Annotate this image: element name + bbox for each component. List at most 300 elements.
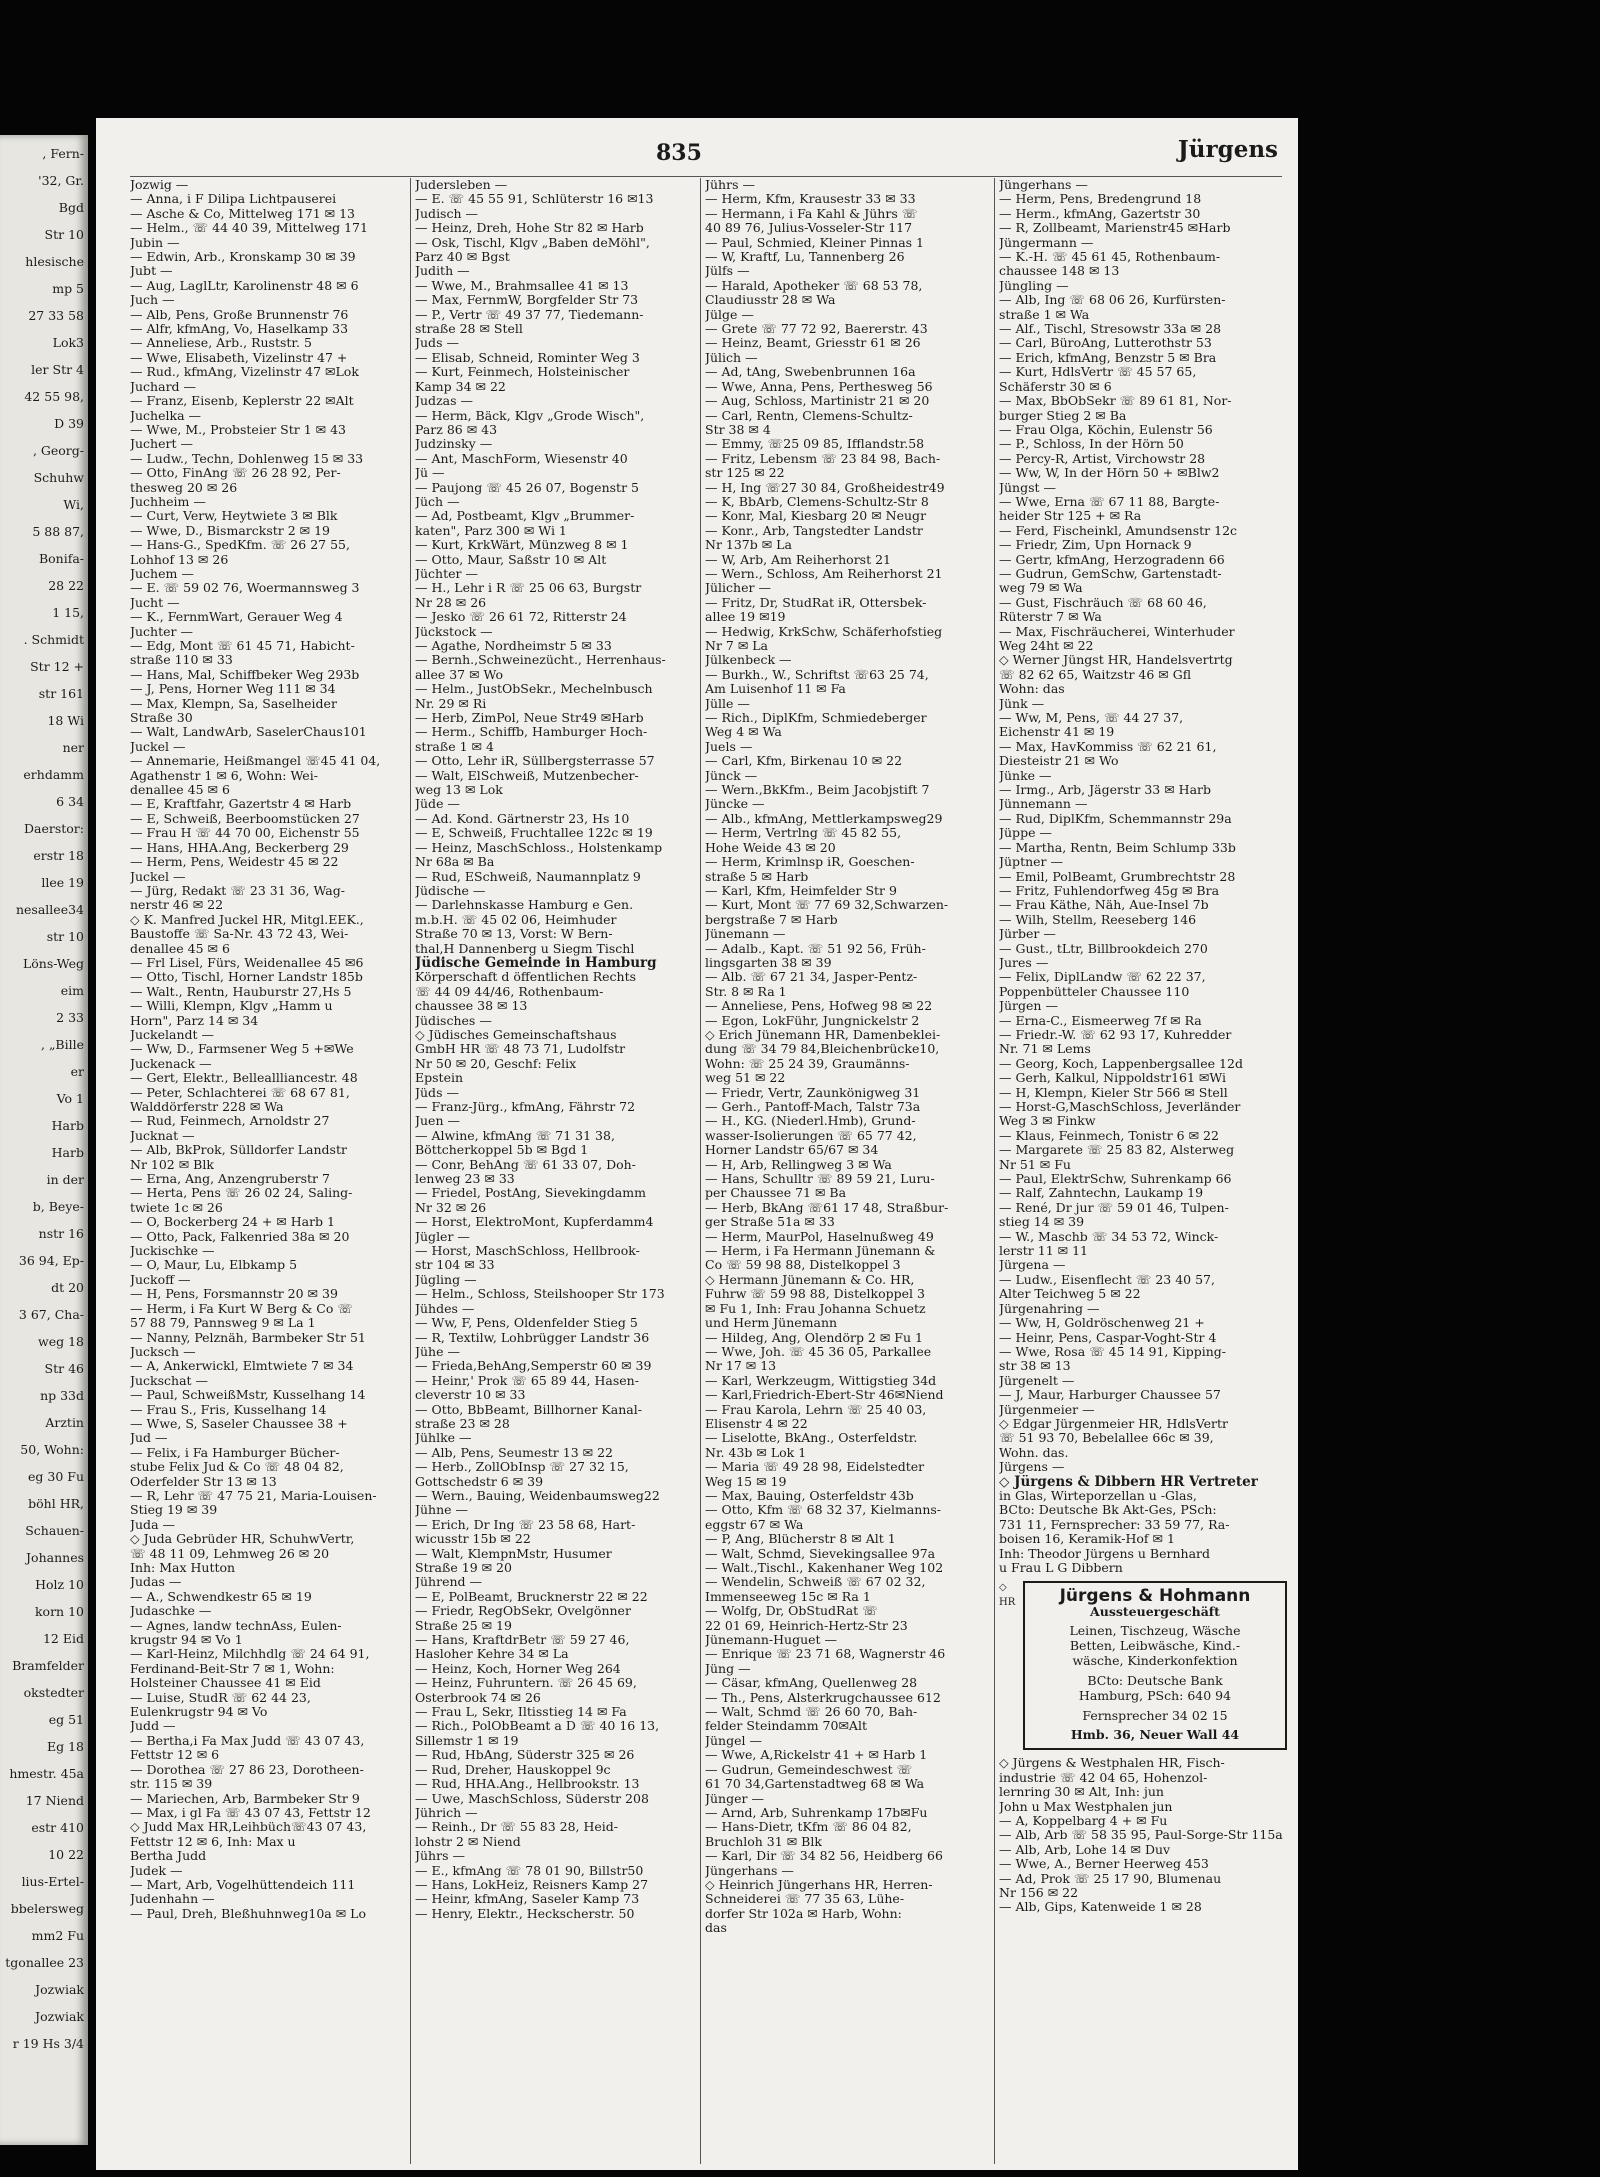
directory-entry: — H, Arb, Rellingweg 3 ✉ Wa: [705, 1157, 892, 1172]
directory-entry: — Rich., DiplKfm, Schmiedeberger: [705, 711, 927, 726]
directory-entry: — Emil, PolBeamt, Grumbrechtstr 28: [999, 869, 1236, 884]
directory-entry: — Wern., Schloss, Am Reiherhorst 21: [705, 566, 943, 581]
ad-hr-label: HR: [999, 1596, 1016, 1608]
directory-entry: — Liselotte, BkAng., Osterfeldstr.: [705, 1431, 918, 1446]
directory-entry: nerstr 46 ✉ 22: [130, 898, 224, 913]
directory-entry: — A., Schwendkestr 65 ✉ 19: [130, 1589, 312, 1604]
directory-entry: — Nanny, Pelznäh, Barmbeker Str 51: [130, 1330, 366, 1345]
directory-entry: — Ww, M, Pens, ☏ 44 27 37,: [999, 711, 1184, 726]
directory-entry: — Willi, Klempn, Klgv „Hamm u: [130, 999, 333, 1014]
directory-entry: Rüterstr 7 ✉ Wa: [999, 610, 1102, 625]
directory-entry: straße 23 ✉ 28: [415, 1416, 510, 1431]
directory-entry: Nr. 71 ✉ Lems: [999, 1042, 1091, 1057]
margin-fragment: Löns-Weg: [22, 957, 84, 971]
margin-fragment: 1 15,: [52, 606, 84, 620]
directory-entry: — Kurt, Mont ☏ 77 69 32,Schwarzen-: [705, 898, 949, 913]
directory-entry: — Fritz, Lebensm ☏ 23 84 98, Bach-: [705, 451, 941, 466]
directory-entry: — Heinr,' Prok ☏ 65 89 44, Hasen-: [415, 1373, 639, 1388]
directory-entry: — Horst, MaschSchloss, Hellbrook-: [415, 1244, 640, 1259]
directory-entry: — Arnd, Arb, Suhrenkamp 17b✉Fu: [705, 1805, 928, 1820]
surname-heading: Jürgenelt —: [999, 1373, 1075, 1388]
surname-heading: Juchheim —: [130, 494, 206, 509]
directory-entry: ◇ Edgar Jürgenmeier HR, HdlsVertr: [999, 1416, 1229, 1431]
directory-entry: — Heinz, Fuhruntern. ☏ 26 45 69,: [415, 1676, 637, 1691]
margin-fragment: np 33d: [40, 1389, 84, 1403]
directory-entry: — Wwe, S, Saseler Chaussee 38 +: [130, 1416, 348, 1431]
directory-entry: ger Straße 51a ✉ 33: [705, 1215, 835, 1230]
directory-entry: — Egon, LokFühr, Jungnickelstr 2: [705, 1013, 920, 1028]
directory-entry: Fuhrw ☏ 59 98 88, Distelkoppel 3: [705, 1287, 925, 1302]
directory-entry: — Klaus, Feinmech, Tonistr 6 ✉ 22: [999, 1128, 1219, 1143]
directory-entry: — Asche & Co, Mittelweg 171 ✉ 13: [130, 206, 355, 221]
directory-entry: — Heinz, Koch, Horner Weg 264: [415, 1661, 621, 1676]
directory-entry: — Osk, Tischl, Klgv „Baben deMöhl",: [415, 235, 650, 250]
directory-entry: — Bertha,i Fa Max Judd ☏ 43 07 43,: [130, 1733, 365, 1748]
directory-entry: ◇ Erich Jünemann HR, Damenbeklei-: [705, 1027, 941, 1042]
directory-entry: Horn", Parz 14 ✉ 34: [130, 1013, 259, 1028]
directory-entry: lohstr 2 ✉ Niend: [415, 1834, 521, 1849]
directory-entry: — Ww, H, Goldröschenweg 21 +: [999, 1316, 1205, 1331]
margin-fragment: . Schmidt: [23, 633, 84, 647]
surname-heading: Jüptner —: [999, 855, 1063, 870]
directory-entry: Nr 28 ✉ 26: [415, 595, 487, 610]
directory-entry: — Hans-G., SpedKfm. ☏ 26 27 55,: [130, 538, 350, 553]
margin-fragment: r 19 Hs 3/4: [12, 2037, 84, 2051]
directory-entry: Straße 30: [130, 711, 193, 726]
surname-heading: Jüppe —: [999, 826, 1052, 841]
surname-heading: Juckschat —: [130, 1373, 209, 1388]
directory-entry: straße 28 ✉ Stell: [415, 322, 523, 337]
margin-fragment: Bgd: [58, 201, 84, 215]
directory-entry: — Karl,Friedrich-Ebert-Str 46✉Niend: [705, 1388, 944, 1403]
directory-entry: — Frieda,BehAng,Semperstr 60 ✉ 39: [415, 1359, 652, 1374]
directory-entry: — E, Schweiß, Beerboomstücken 27: [130, 811, 360, 826]
directory-entry: — Hermann, i Fa Kahl & Jührs ☏: [705, 206, 918, 221]
directory-entry: — Mariechen, Arb, Barmbeker Str 9: [130, 1791, 360, 1806]
directory-entry: Wohn. das.: [999, 1445, 1069, 1460]
directory-entry: str 104 ✉ 33: [415, 1258, 495, 1273]
surname-heading: Jüngerhans —: [705, 1863, 794, 1878]
directory-entry: — Rud, DiplKfm, Schemmannstr 29a: [999, 811, 1232, 826]
directory-entry: Nr 156 ✉ 22: [999, 1886, 1079, 1901]
directory-entry: — Gudrun, GemSchw, Gartenstadt-: [999, 566, 1222, 581]
directory-entry: — Heinz, Beamt, Griesstr 61 ✉ 26: [705, 336, 921, 351]
directory-entry: — Agnes, landw technAss, Eulen-: [130, 1618, 342, 1633]
directory-entry: — Wwe, D., Bismarckstr 2 ✉ 19: [130, 523, 330, 538]
margin-fragment: D 39: [54, 417, 84, 431]
directory-entry: — Wwe, M., Brahmsallee 41 ✉ 13: [415, 278, 629, 293]
margin-fragment: Str 46: [44, 1362, 84, 1376]
directory-entry: str. 115 ✉ 39: [130, 1777, 213, 1792]
surname-heading: Jührich —: [415, 1805, 478, 1820]
surname-heading: Jüde —: [415, 797, 460, 812]
directory-entry: — Alb, BkProk, Sülldorfer Landstr: [130, 1143, 347, 1158]
directory-entry: — Paul, ElektrSchw, Suhrenkamp 66: [999, 1172, 1232, 1187]
surname-heading: Jünnemann —: [999, 797, 1088, 812]
margin-fragment: 6 34: [56, 795, 84, 809]
directory-entry: ◇ Heinrich Jüngerhans HR, Herren-: [705, 1877, 933, 1892]
surname-heading: Jünck —: [705, 768, 758, 783]
directory-entry: Weg 3 ✉ Finkw: [999, 1114, 1096, 1129]
directory-entry: — Herb, BkAng ☏61 17 48, Straßbur-: [705, 1200, 949, 1215]
directory-entry: — E, Schweiß, Fruchtallee 122c ✉ 19: [415, 826, 653, 841]
directory-entry: — Wendelin, Schweiß ☏ 67 02 32,: [705, 1575, 926, 1590]
surname-heading: Jucknat —: [130, 1128, 195, 1143]
directory-entry: — Hans-Dietr, tKfm ☏ 86 04 82,: [705, 1820, 912, 1835]
margin-fragment: Johannes: [26, 1551, 84, 1565]
surname-heading: Juda —: [130, 1517, 175, 1532]
directory-entry: Lohhof 13 ✉ 26: [130, 552, 229, 567]
directory-entry: — Walt, ElSchweiß, Mutzenbecher-: [415, 768, 639, 783]
directory-entry: — Margarete ☏ 25 83 82, Alsterweg: [999, 1143, 1235, 1158]
surname-heading: Jüds —: [415, 1085, 459, 1100]
surname-heading: Jüchter —: [415, 566, 478, 581]
surname-heading: Jühe —: [415, 1344, 460, 1359]
directory-entry: — Edg, Mont ☏ 61 45 71, Habicht-: [130, 639, 355, 653]
directory-entry: Eulenkrugstr 94 ✉ Vo: [130, 1705, 268, 1720]
margin-fragment: eim: [60, 984, 84, 998]
surname-heading: Juch —: [130, 293, 175, 308]
directory-entry: — Percy-R, Artist, Virchowstr 28: [999, 451, 1206, 466]
directory-entry: ◇ Werner Jüngst HR, Handelsvertrtg: [999, 653, 1233, 668]
directory-entry: — Hedwig, KrkSchw, Schäferhofstieg: [705, 624, 943, 639]
directory-entry: — Erich, kfmAng, Benzstr 5 ✉ Bra: [999, 350, 1217, 365]
directory-entry: — E. ☏ 45 55 91, Schlüterstr 16 ✉13: [415, 192, 654, 207]
directory-entry: dung ☏ 34 79 84,Bleichenbrücke10,: [705, 1042, 940, 1057]
directory-entry: — Alfr, kfmAng, Vo, Haselkamp 33: [130, 322, 349, 337]
margin-fragment: mm2 Fu: [31, 1929, 84, 1943]
directory-entry: krugstr 94 ✉ Vo 1: [130, 1633, 243, 1648]
surname-heading: Jülicher —: [705, 581, 771, 596]
directory-entry: weg 79 ✉ Wa: [999, 581, 1083, 596]
directory-entry: — Ww, F, Pens, Oldenfelder Stieg 5: [415, 1316, 638, 1331]
directory-entry: — Herm., Schiffb, Hamburger Hoch-: [415, 725, 648, 740]
directory-entry: Nr 17 ✉ 13: [705, 1359, 777, 1374]
directory-entry: — H., KG. (Niederl.Hmb), Grund-: [705, 1114, 916, 1129]
directory-entry: straße 110 ✉ 33: [130, 653, 233, 668]
directory-entry: — Wolfg, Dr, ObStudRat ☏: [705, 1604, 878, 1619]
directory-entry: katen", Parz 300 ✉ Wi 1: [415, 523, 567, 538]
margin-fragment: Harb: [51, 1119, 84, 1133]
directory-entry: — Otto, Pack, Falkenried 38a ✉ 20: [130, 1229, 350, 1244]
surname-heading: Juchard —: [130, 379, 197, 394]
directory-entry: — Ant, MaschForm, Wiesenstr 40: [415, 451, 628, 466]
directory-entry: — Erich, Dr Ing ☏ 23 58 68, Hart-: [415, 1517, 636, 1532]
directory-entry: — Max, HavKommiss ☏ 62 21 61,: [999, 739, 1217, 754]
directory-entry: — Jürg, Redakt ☏ 23 31 36, Wag-: [130, 883, 345, 898]
directory-entry: — Franz-Jürg., kfmAng, Fährstr 72: [415, 1100, 636, 1114]
margin-fragment: nesallee34: [15, 903, 84, 917]
margin-fragment: 12 Eid: [42, 1632, 84, 1646]
directory-entry: — Irmg., Arb, Jägerstr 33 ✉ Harb: [999, 783, 1211, 798]
directory-entry: — Luise, StudR ☏ 62 44 23,: [130, 1690, 311, 1705]
directory-entry: weg 51 ✉ 22: [705, 1071, 786, 1086]
directory-entry: — Herm, Pens, Weidestr 45 ✉ 22: [130, 855, 339, 870]
margin-fragment: 18 Wi: [47, 714, 84, 728]
directory-entry: chaussee 38 ✉ 13: [415, 999, 528, 1014]
directory-entry: per Chaussee 71 ✉ Ba: [705, 1186, 847, 1201]
directory-entry: — Herm, Krimlnsp iR, Goeschen-: [705, 855, 915, 870]
surname-heading: Jürgenmeier —: [999, 1402, 1095, 1417]
directory-entry: — Georg, Koch, Lappenbergsallee 12d: [999, 1056, 1243, 1071]
directory-entry: — Heinr, kfmAng, Saseler Kamp 73: [415, 1892, 640, 1907]
directory-entry: — Paul, SchweißMstr, Kusselhang 14: [130, 1388, 366, 1403]
directory-entry: — Frau H ☏ 44 70 00, Eichenstr 55: [130, 826, 360, 841]
surname-heading: Jüngerhans —: [999, 178, 1088, 192]
directory-entry: — K.-H. ☏ 45 61 45, Rothenbaum-: [999, 250, 1221, 265]
directory-entry: — Alb, Pens, Große Brunnenstr 76: [130, 307, 349, 322]
directory-entry: Poppenbütteler Chaussee 110: [999, 984, 1190, 999]
directory-entry: ◇ K. Manfred Juckel HR, Mitgl.EEK.,: [130, 912, 364, 927]
margin-fragment: Daerstor:: [24, 822, 84, 836]
directory-entry: cleverstr 10 ✉ 33: [415, 1388, 526, 1403]
directory-entry: — Paujong ☏ 45 26 07, Bogenstr 5: [415, 480, 639, 495]
directory-entry: — Walt.,Tischl., Kakenhaner Weg 102: [705, 1561, 944, 1575]
directory-entry: Straße 25 ✉ 19: [415, 1618, 512, 1633]
margin-fragment: weg 18: [38, 1335, 84, 1349]
directory-entry: wicusstr 15b ✉ 22: [415, 1532, 531, 1547]
surname-heading: Juckischke —: [130, 1244, 215, 1259]
margin-fragment: Str 10: [44, 228, 84, 242]
directory-entry: — Harald, Apotheker ☏ 68 53 78,: [705, 278, 923, 293]
directory-entry: — Friedr, Zim, Upn Hornack 9: [999, 538, 1192, 553]
directory-entry: Schneiderei ☏ 77 35 63, Lühe-: [705, 1892, 905, 1907]
directory-entry: — E, PolBeamt, Brucknerstr 22 ✉ 22: [415, 1589, 648, 1604]
directory-entry: — Walt, Schmd, Sievekingsallee 97a: [705, 1546, 936, 1561]
directory-entry: allee 19 ✉19: [705, 610, 786, 625]
page-number: 835: [656, 140, 702, 166]
directory-entry: — Alb. ☏ 67 21 34, Jasper-Pentz-: [705, 970, 918, 985]
directory-entry: — Ferd, Fischeinkl, Amundsenstr 12c: [999, 523, 1238, 538]
directory-entry: — Alb, Pens, Seumestr 13 ✉ 22: [415, 1445, 613, 1460]
margin-fragment: erstr 18: [33, 849, 84, 863]
surname-heading: Jüch —: [415, 494, 460, 509]
margin-fragment: 50, Wohn:: [20, 1443, 84, 1457]
directory-entry: — Karl, Dir ☏ 34 82 56, Heidberg 66: [705, 1849, 943, 1864]
directory-entry: — Karl, Werkzeugm, Wittigstieg 34d: [705, 1373, 937, 1388]
directory-entry: Claudiusstr 28 ✉ Wa: [705, 293, 836, 308]
directory-entry: dorfer Str 102a ✉ Harb, Wohn:: [705, 1906, 902, 1921]
directory-entry: — Ralf, Zahntechn, Laukamp 19: [999, 1186, 1204, 1201]
ad-marker: [999, 1581, 1015, 1610]
directory-entry: — Gerh., Pantoff-Mach, Talstr 73a: [705, 1100, 921, 1114]
margin-fragment: , Georg-: [32, 444, 84, 458]
directory-entry: Parz 86 ✉ 43: [415, 422, 498, 437]
page-header: [96, 118, 1298, 180]
directory-entry: — Hans, LokHeiz, Reisners Kamp 27: [415, 1877, 649, 1892]
directory-entry: — Henry, Elektr., Heckscherstr. 50: [415, 1906, 635, 1921]
directory-entry: Wohn: ☏ 25 24 39, Graumänns-: [705, 1056, 910, 1071]
surname-heading: Judd —: [130, 1719, 176, 1734]
directory-entry: — Aug, LaglLtr, Karolinenstr 48 ✉ 6: [130, 278, 359, 293]
directory-entry: — Herm, MaurPol, Haselnußweg 49: [705, 1229, 934, 1244]
directory-entry: — Alf., Tischl, Stresowstr 33a ✉ 28: [999, 322, 1222, 337]
directory-entry: lingsgarten 38 ✉ 39: [705, 955, 832, 970]
directory-entry: 57 88 79, Pannsweg 9 ✉ La 1: [130, 1316, 316, 1331]
surname-heading: Juchem —: [130, 566, 194, 581]
directory-entry: Straße 70 ✉ 13, Vorst: W Bern-: [415, 927, 613, 942]
directory-entry: — P., Schloss, In der Hörn 50: [999, 437, 1184, 452]
directory-entry: — P, Ang, Blücherstr 8 ✉ Alt 1: [705, 1532, 896, 1547]
directory-entry: — Alb, Arb, Lohe 14 ✉ Duv: [999, 1842, 1171, 1857]
surname-heading: Jubt —: [130, 264, 173, 279]
directory-entry: — Carl, Rentn, Clemens-Schultz-: [705, 408, 913, 423]
directory-entry: ☏ 48 11 09, Lehmweg 26 ✉ 20: [130, 1546, 330, 1561]
surname-heading: Jünger —: [705, 1791, 764, 1806]
directory-entry: — Wilh, Stellm, Reeseberg 146: [999, 912, 1197, 927]
directory-entry: m.b.H. ☏ 45 02 06, Heimhuder: [415, 912, 617, 927]
directory-entry: — Otto, Maur, Saßstr 10 ✉ Alt: [415, 552, 607, 567]
directory-entry: — Carl, Kfm, Birkenau 10 ✉ 22: [705, 754, 903, 769]
directory-entry: — Burkh., W., Schriftst ☏63 25 74,: [705, 667, 929, 682]
margin-fragment: hlesische: [25, 255, 84, 269]
directory-entry: — Helm., JustObSekr., Mechelnbusch: [415, 682, 653, 697]
directory-entry: felder Steindamm 70✉Alt: [705, 1719, 867, 1734]
directory-entry: — Max, Bauing, Osterfeldstr 43b: [705, 1488, 914, 1503]
directory-entry: das: [705, 1921, 727, 1936]
margin-fragment: in der: [46, 1173, 84, 1187]
margin-fragment: 42 55 98,: [24, 390, 84, 404]
directory-entry: — Martha, Rentn, Beim Schlump 33b: [999, 840, 1236, 855]
directory-entry: burger Stieg 2 ✉ Ba: [999, 408, 1127, 423]
directory-entry: — Ad, Postbeamt, Klgv „Brummer-: [415, 509, 635, 524]
directory-entry: — Helm., Schloss, Steilshooper Str 173: [415, 1287, 665, 1302]
directory-entry: Nr 68a ✉ Ba: [415, 855, 495, 870]
directory-entry: — Herb., ZollObInsp ☏ 27 32 15,: [415, 1460, 629, 1475]
directory-entry: — Horst, ElektroMont, Kupferdamm4: [415, 1215, 654, 1230]
directory-entry: — Wwe, A,Rickelstr 41 + ✉ Harb 1: [705, 1748, 928, 1763]
ad-subtitle: Aussteuergeschäft: [1090, 1604, 1220, 1620]
directory-entry: Horner Landstr 65/67 ✉ 34: [705, 1143, 879, 1158]
surname-heading: Jüngst —: [999, 480, 1057, 495]
directory-entry: — Konr, Mal, Kiesbarg 20 ✉ Neugr: [705, 509, 927, 524]
directory-entry: — Gust., tLtr, Billbrookdeich 270: [999, 941, 1208, 956]
directory-entry: Co ☏ 59 98 88, Distelkoppel 3: [705, 1258, 901, 1273]
directory-entry: — K., FernmWart, Gerauer Weg 4: [130, 610, 343, 625]
directory-entry: — Conr, BehAng ☏ 61 33 07, Doh-: [415, 1157, 636, 1172]
directory-entry: str 125 ✉ 22: [705, 466, 785, 481]
directory-entry: — Otto, Tischl, Horner Landstr 185b: [130, 970, 363, 985]
directory-entry: — Hans, Schulltr ☏ 89 59 21, Luru-: [705, 1172, 935, 1187]
column-1: [130, 178, 398, 2164]
directory-entry: — Kurt, Feinmech, Holsteinischer: [415, 365, 630, 380]
directory-entry: — Aug, Schloss, Martinistr 21 ✉ 20: [705, 394, 930, 409]
margin-fragment: Bramfelder: [12, 1659, 84, 1673]
surname-heading: Jüng —: [705, 1661, 751, 1676]
margin-fragment: eg 30 Fu: [28, 1470, 84, 1484]
directory-entry: — Herm, Vertrlng ☏ 45 82 55,: [705, 826, 902, 841]
surname-heading: Jünemann-Huguet —: [705, 1633, 838, 1648]
directory-entry: — Max, Fischräucherei, Winterhuder: [999, 624, 1235, 639]
directory-entry: — Herb, ZimPol, Neue Str49 ✉Harb: [415, 711, 644, 726]
directory-entry: — Heinz, MaschSchloss., Holstenkamp: [415, 840, 663, 855]
directory-entry: — Uwe, MaschSchloss, Süderstr 208: [415, 1791, 649, 1806]
margin-fragment: lius-Ertel-: [21, 1875, 84, 1889]
margin-fragment: Eg 18: [46, 1740, 84, 1754]
margin-fragment: 27 33 58: [28, 309, 84, 323]
directory-entry: Ferdinand-Beit-Str 7 ✉ 1, Wohn:: [130, 1661, 335, 1676]
directory-entry: — Alb, Ing ☏ 68 06 26, Kurfürsten-: [999, 293, 1226, 308]
header-rule: [130, 176, 1282, 177]
directory-entry: ☏ 51 93 70, Bebelallee 66c ✉ 39,: [999, 1431, 1214, 1446]
surname-heading: Juckel —: [130, 869, 186, 884]
surname-heading: Jüdisches —: [415, 1013, 492, 1028]
margin-fragment: erhdamm: [23, 768, 84, 782]
surname-heading: Jühne —: [415, 1503, 469, 1518]
margin-fragment: , „Bille: [41, 1038, 84, 1052]
surname-heading: Juckoff —: [130, 1272, 191, 1287]
directory-entry: industrie ☏ 42 04 65, Hohenzol-: [999, 1770, 1208, 1785]
directory-entry: Alter Teichweg 5 ✉ 22: [999, 1287, 1141, 1302]
margin-fragment: Jozwiak: [35, 1983, 84, 1997]
directory-entry: und Herm Jünemann: [705, 1316, 838, 1331]
surname-heading: Jügling —: [415, 1272, 477, 1287]
directory-entry: thal,H Dannenberg u Siegm Tischl: [415, 941, 635, 956]
directory-entry: Hohe Weide 43 ✉ 20: [705, 840, 836, 855]
directory-entry: — Dorothea ☏ 27 86 23, Dorotheen-: [130, 1762, 364, 1777]
directory-entry: Böttcherkoppel 5b ✉ Bgd 1: [415, 1143, 589, 1158]
directory-entry: Körperschaft d öffentlichen Rechts: [415, 970, 637, 985]
surname-heading: Judenhahn —: [130, 1892, 215, 1907]
directory-entry: 61 70 34,Gartenstadtweg 68 ✉ Wa: [705, 1777, 925, 1792]
directory-entry: — K, BbArb, Clemens-Schultz-Str 8: [705, 494, 929, 509]
directory-entry: Sillemstr 1 ✉ 19: [415, 1733, 519, 1748]
ad-bank-line: BCto: Deutsche Bank: [1087, 1673, 1223, 1689]
directory-entry: Inh: Max Hutton: [130, 1561, 236, 1575]
directory-entry: — Gertr, kfmAng, Herzogradenn 66: [999, 552, 1225, 567]
surname-heading: Juds —: [415, 336, 459, 351]
directory-entry: — Otto, Lehr iR, Süllbergsterrasse 57: [415, 754, 655, 769]
surname-heading: Jüngermann —: [999, 235, 1094, 250]
margin-fragment: hmestr. 45a: [9, 1767, 84, 1781]
surname-heading: Juchert —: [130, 437, 193, 452]
surname-heading: Jülkenbeck —: [705, 653, 792, 668]
margin-fragment: 2 33: [56, 1011, 84, 1025]
surname-heading: Jückstock —: [415, 624, 493, 639]
directory-entry: — Walt, Schmd ☏ 26 60 70, Bah-: [705, 1705, 918, 1720]
directory-entry: — Anna, i F Dilipa Lichtpauserei: [130, 192, 337, 207]
surname-heading: Jührs —: [415, 1849, 465, 1864]
directory-entry: — Paul, Schmied, Kleiner Pinnas 1: [705, 235, 925, 250]
directory-entry: Agathenstr 1 ✉ 6, Wohn: Wei-: [130, 768, 318, 783]
surname-heading: Jürber —: [999, 927, 1056, 942]
directory-entry: Parz 40 ✉ Bgst: [415, 250, 510, 265]
directory-entry: straße 5 ✉ Harb: [705, 869, 809, 884]
directory-entry: Fettstr 12 ✉ 6: [130, 1748, 220, 1763]
directory-entry: — Wern.,BkKfm., Beim Jacobjstift 7: [705, 783, 930, 798]
directory-entry: — Walt, KlempnMstr, Husumer: [415, 1546, 612, 1561]
directory-entry: Nr 137b ✉ La: [705, 538, 792, 553]
surname-heading: Jürgenahring —: [999, 1301, 1100, 1316]
directory-entry: — W, Arb, Am Reiherhorst 21: [705, 552, 891, 567]
surname-heading: Jüngel —: [705, 1733, 762, 1748]
directory-entry: — Walt., Rentn, Hauburstr 27,Hs 5: [130, 984, 352, 999]
surname-heading: Jürgens —: [999, 1460, 1065, 1475]
column-3: [700, 178, 989, 2164]
directory-entry: Stieg 19 ✉ 39: [130, 1503, 218, 1518]
surname-heading: Judaschke —: [130, 1604, 212, 1619]
directory-entry: 731 11, Fernsprecher: 33 59 77, Ra-: [999, 1517, 1230, 1532]
directory-entry: Nr. 43b ✉ Lok 1: [705, 1445, 807, 1460]
directory-entry: — Friedr, Vertr, Zaunkönigweg 31: [705, 1085, 921, 1100]
directory-entry: — Franz, Eisenb, Keplerstr 22 ✉Alt: [130, 394, 354, 409]
margin-fragment: eg 51: [48, 1713, 84, 1727]
directory-entry: — Agathe, Nordheimstr 5 ✉ 33: [415, 639, 612, 653]
directory-entry: — Otto, BbBeamt, Billhorner Kanal-: [415, 1402, 642, 1417]
margin-fragment: korn 10: [34, 1605, 84, 1619]
surname-heading: Judas —: [130, 1575, 182, 1590]
directory-entry: — Herm, i Fa Hermann Jünemann &: [705, 1244, 936, 1259]
